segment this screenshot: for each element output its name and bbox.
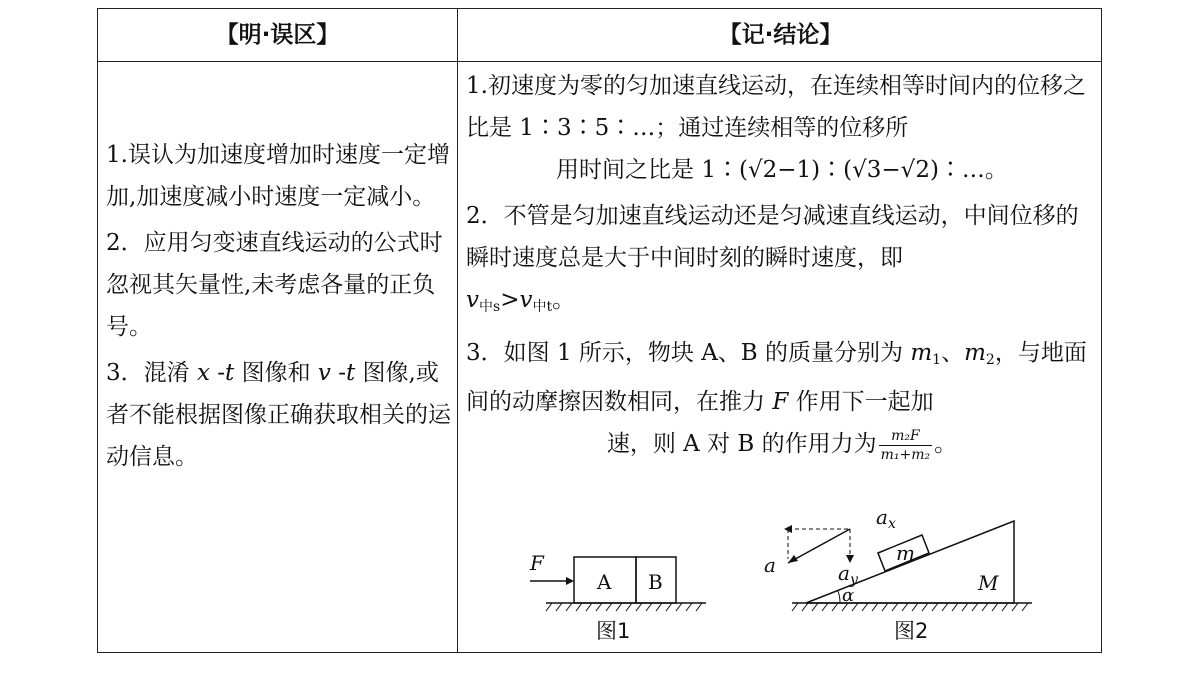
force-label: F (530, 551, 544, 575)
header-divider (98, 61, 1101, 62)
force-fraction (879, 427, 933, 464)
text: 3．如图 1 所示，物块 A、B 的质量分别为 (466, 340, 911, 366)
var-m: m (910, 340, 933, 366)
var-v: v (317, 360, 331, 386)
conclusion-1 (466, 65, 1098, 191)
subscript: 1 (932, 352, 942, 368)
figure-2-caption: 图2 (894, 619, 929, 643)
var-x: x (196, 360, 210, 386)
accel-x-label (876, 505, 896, 532)
var-v: v (519, 287, 533, 313)
figure-2 (764, 497, 1040, 617)
block-b-label: B (648, 570, 663, 594)
figure-1-caption: 图1 (596, 619, 631, 643)
header-conclusions: 【记·结论】 (718, 22, 843, 48)
conclusion-3 (466, 332, 1098, 465)
var-F: F (772, 389, 789, 415)
conclusion-2 (466, 195, 1098, 328)
var-v: v (466, 287, 479, 313)
figure-1 (526, 537, 716, 617)
subscript: x (887, 516, 896, 532)
figure-1-drawing (526, 537, 716, 617)
mass-m-label: m (896, 541, 915, 565)
var-m: m (964, 340, 986, 366)
text: - (330, 360, 346, 386)
text: a (876, 505, 888, 529)
subscript: 中s (479, 299, 501, 315)
text: 图像和 (234, 360, 318, 386)
subscript: 2 (985, 352, 995, 368)
text: 1.初速度为零的匀加速直线运动，在连续相等时间内的位移之比是 1∶3∶5∶…；通过连续相等的位移所 (466, 73, 1086, 141)
accel-label: a (764, 553, 776, 577)
angle-alpha-label: α (842, 585, 855, 606)
var-t: t (225, 360, 235, 386)
block-a-label: A (597, 570, 612, 594)
var-t: t (346, 360, 356, 386)
text: 。 (552, 287, 576, 313)
text: 3．混淆 (106, 360, 197, 386)
text: 。 (934, 431, 958, 457)
text: 图像,或者不能根据图像正确获取相关的运动信息。 (106, 360, 451, 470)
misconception-2: 2．应用匀变速直线运动的公式时忽视其矢量性,未考虑各量的正负号。 (106, 230, 443, 340)
subscript: 中t (532, 299, 553, 315)
text: 作用下一起加 (788, 389, 934, 415)
text: 速，则 A 对 B 的作用力为 (606, 431, 877, 457)
text: - (209, 360, 226, 386)
text: a (838, 561, 850, 585)
accel-y-label (838, 561, 858, 588)
fraction-numerator: m₂F (879, 427, 933, 446)
ratio-formula: 用时间之比是 1∶(√2−1)∶(√3−√2)∶…。 (556, 157, 1008, 183)
comparison-table (97, 8, 1102, 653)
text: ，与地面间的动摩擦因数相同，在推力 (466, 340, 1087, 415)
header-misconceptions: 【明·误区】 (215, 22, 340, 48)
subscript: y (849, 572, 858, 588)
fraction-denominator: m₁+m₂ (880, 446, 931, 463)
misconceptions-column (106, 134, 451, 482)
text: 、 (941, 340, 965, 366)
misconception-1: 1.误认为加速度增加时速度一定增加,加速度减小时速度一定减小。 (106, 142, 450, 210)
mass-M-label: M (978, 571, 999, 595)
text: 2．不管是匀加速直线运动还是匀减速直线运动，中间位移的瞬时速度总是大于中间时刻的瞬时速度，即 (466, 203, 1079, 271)
misconception-3 (106, 352, 451, 478)
conclusions-column (466, 65, 1098, 469)
text: > (500, 287, 520, 313)
column-divider (457, 9, 458, 652)
